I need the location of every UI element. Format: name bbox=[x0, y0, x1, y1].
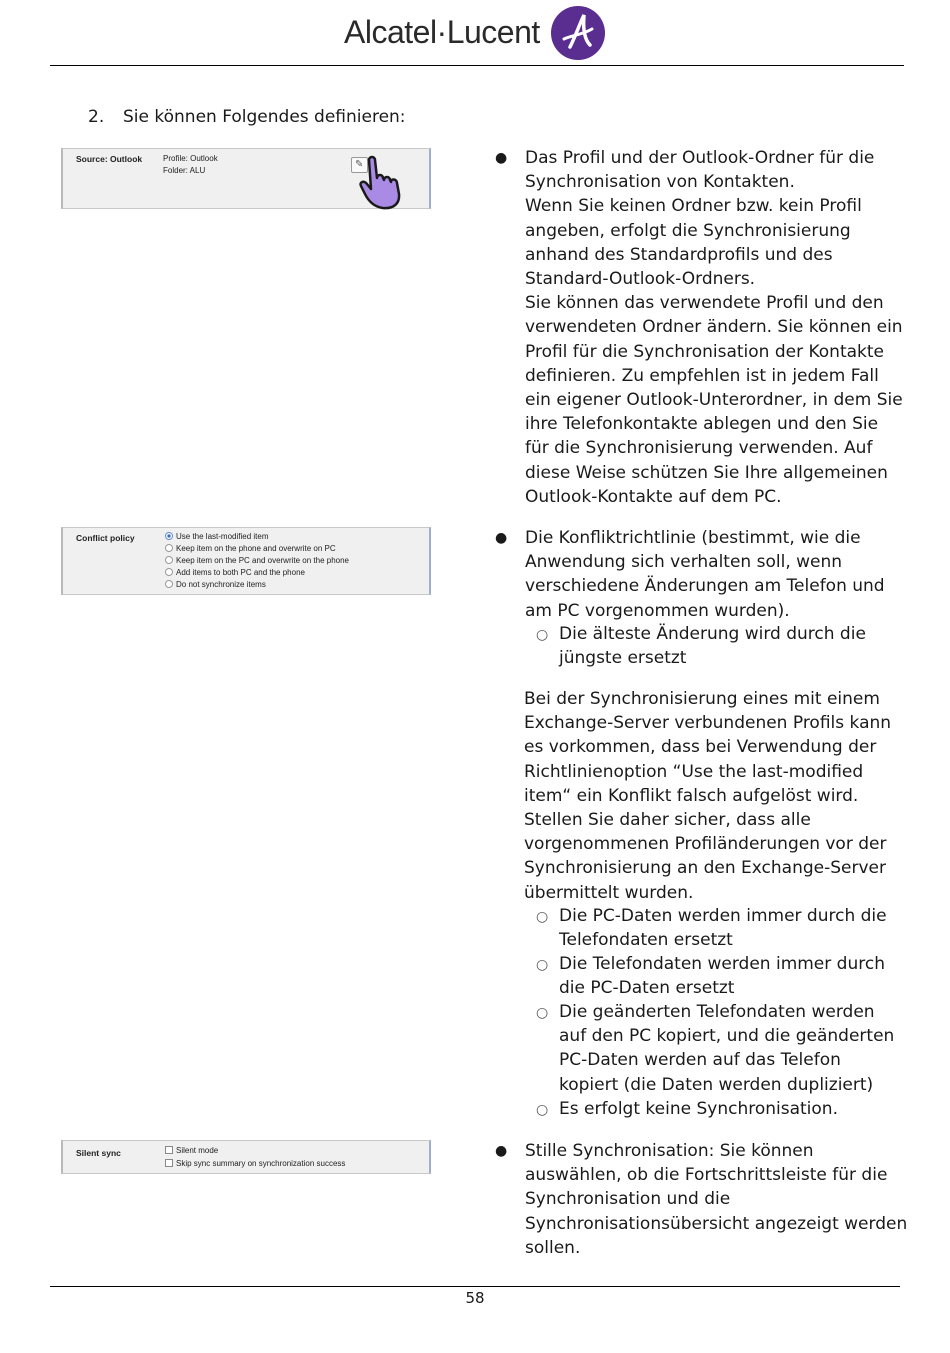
footer-divider bbox=[50, 1286, 900, 1287]
step-heading bbox=[88, 107, 406, 127]
conflict-title: Conflict policy bbox=[76, 533, 135, 543]
step-number: 2. bbox=[88, 107, 105, 127]
pointing-hand-icon bbox=[357, 154, 417, 212]
wrench-icon: ✎ bbox=[355, 159, 364, 170]
page-header bbox=[0, 0, 950, 66]
sub-bullet-icon: ○ bbox=[536, 1005, 549, 1021]
folder-value: Folder: ALU bbox=[163, 166, 206, 175]
conflict-option-2[interactable]: Keep item on the phone and overwrite on PC bbox=[165, 544, 336, 553]
radio-icon[interactable] bbox=[165, 568, 173, 576]
silent-mode-option[interactable]: Silent mode bbox=[165, 1146, 218, 1155]
silent-title: Silent sync bbox=[76, 1148, 121, 1158]
radio-icon[interactable] bbox=[165, 556, 173, 564]
profile-value: Profile: Outlook bbox=[163, 154, 218, 163]
alcatel-lucent-logo-icon bbox=[550, 5, 606, 61]
header-divider bbox=[50, 65, 904, 66]
conflict-sub-item-3: Die Telefondaten werden immer durch die PC-Daten ersetzt bbox=[559, 954, 885, 999]
conflict-option-3[interactable]: Keep item on the PC and overwrite on the phone bbox=[165, 556, 349, 565]
sub-bullet-icon: ○ bbox=[536, 627, 549, 643]
bullet-icon: ● bbox=[495, 150, 508, 166]
checkbox-icon[interactable] bbox=[165, 1159, 173, 1167]
source-title: Source: Outlook bbox=[76, 154, 143, 164]
radio-selected-icon[interactable] bbox=[165, 532, 173, 540]
conflict-sub-item-4: Die geänderten Telefondaten werden auf den PC kopiert, und die geänderten PC-Daten werden auf das Telefon kopiert (die Daten werden dupliziert) bbox=[559, 1002, 895, 1095]
bullet-icon: ● bbox=[495, 530, 508, 546]
bullet-icon: ● bbox=[495, 1143, 508, 1159]
step-text: Sie können Folgendes definieren: bbox=[123, 107, 406, 127]
silent-sync-screenshot bbox=[61, 1140, 431, 1174]
skip-summary-option[interactable]: Skip sync summary on synchronization success bbox=[165, 1159, 345, 1168]
conflict-option-1[interactable]: Use the last-modified item bbox=[165, 532, 268, 541]
source-description: Das Profil und der Outlook-Ordner für die Synchronisation von Kontakten. Wenn Sie keinen Ordner bzw. kein Profil angeben, erfolgt die Synchronisierung anhand des Standardprofils und des Standard-Outlook-Ordners. Sie können das verwendete Profil und den verwendeten Ordner ändern. Sie können ein Profil für die Synchronisation der Kontakte definieren. Zu empfehlen ist in jedem Fall ein eigener Outlook-Unterordner, in dem Sie ihre Telefonkontakte ablegen und den Sie für die Synchronisierung verwenden. Auf diese Weise schützen Sie Ihre allgemeinen Outlook-Kontakte auf dem PC. bbox=[525, 148, 903, 507]
source-settings-screenshot bbox=[61, 148, 431, 209]
radio-icon[interactable] bbox=[165, 544, 173, 552]
sub-bullet-icon: ○ bbox=[536, 909, 549, 925]
conflict-option-5[interactable]: Do not synchronize items bbox=[165, 580, 266, 589]
conflict-option-4[interactable]: Add items to both PC and the phone bbox=[165, 568, 305, 577]
exchange-note: Bei der Synchronisierung eines mit einem Exchange-Server verbundenen Profils kann es vorkommen, dass bei Verwendung der Richtlinienoption “Use the last-modified item“ ein Konflikt falsch aufgelöst wird. Stellen Sie daher sicher, dass alle vorgenommenen Profiländerungen vor der Synchronisierung an den Exchange-Server übermittelt wurden. bbox=[524, 689, 892, 903]
conflict-policy-screenshot bbox=[61, 527, 431, 595]
page-number: 58 bbox=[465, 1289, 485, 1307]
checkbox-icon[interactable] bbox=[165, 1146, 173, 1154]
sub-bullet-icon: ○ bbox=[536, 957, 549, 973]
conflict-sub-item-5: Es erfolgt keine Synchronisation. bbox=[559, 1099, 838, 1119]
conflict-description: Die Konfliktrichtlinie (bestimmt, wie die Anwendung sich verhalten soll, wenn verschiedene Änderungen am Telefon und am PC vorgenommen wurden). bbox=[525, 528, 885, 621]
logo-text: Alcatel·Lucent bbox=[344, 14, 540, 50]
silent-description: Stille Synchronisation: Sie können auswählen, ob die Fortschrittsleiste für die Synchronisation und die Synchronisationsübersicht angezeigt werden sollen. bbox=[525, 1141, 908, 1258]
conflict-sub-item-2: Die PC-Daten werden immer durch die Telefondaten ersetzt bbox=[559, 906, 887, 951]
sub-bullet-icon: ○ bbox=[536, 1102, 549, 1118]
radio-icon[interactable] bbox=[165, 580, 173, 588]
conflict-sub-item-1: Die älteste Änderung wird durch die jüngste ersetzt bbox=[559, 624, 866, 669]
